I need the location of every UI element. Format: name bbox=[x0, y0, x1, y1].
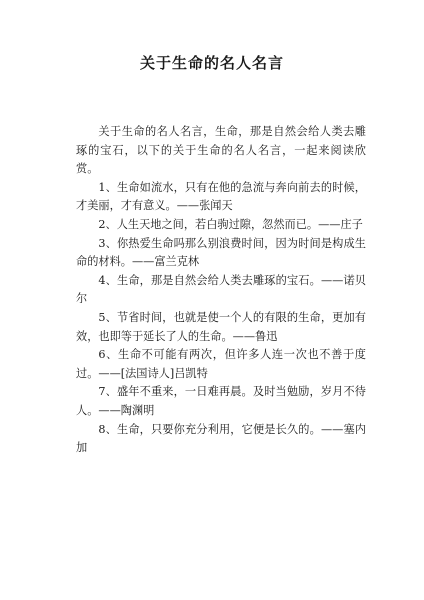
quote-item: 6、生命不可能有两次，但许多人连一次也不善于度过。——[法国诗人]吕凯特 bbox=[76, 348, 366, 380]
document-title: 关于生命的名人名言 bbox=[139, 54, 284, 72]
intro-paragraph: 关于生命的名人名言，生命，那是自然会给人类去雕琢的宝石，以下的关于生命的名人名言，一起来阅读欣赏。 bbox=[76, 125, 366, 176]
document-body bbox=[76, 123, 366, 458]
quote-item: 7、盛年不重来，一日难再晨。及时当勉励，岁月不待人。——陶渊明 bbox=[76, 385, 366, 417]
quote-item: 2、人生天地之间，若白驹过隙，忽然而已。——庄子 bbox=[98, 217, 363, 231]
quote-item: 3、你热爱生命吗那么别浪费时间，因为时间是构成生命的材料。——富兰克林 bbox=[76, 236, 366, 269]
quote-item: 4、生命，那是自然会给人类去雕琢的宝石。——诺贝尔 bbox=[76, 273, 366, 306]
quote-item: 5、节省时间，也就是使一个人的有限的生命，更加有效，也即等于延长了人的生命。——鲁迅 bbox=[76, 310, 366, 343]
quote-item: 8、生命，只要你充分利用，它便是长久的。——塞内加 bbox=[76, 422, 366, 455]
quote-item: 1、生命如流水，只有在他的急流与奔向前去的时候，才美丽，才有意义。——张闻天 bbox=[76, 180, 366, 213]
